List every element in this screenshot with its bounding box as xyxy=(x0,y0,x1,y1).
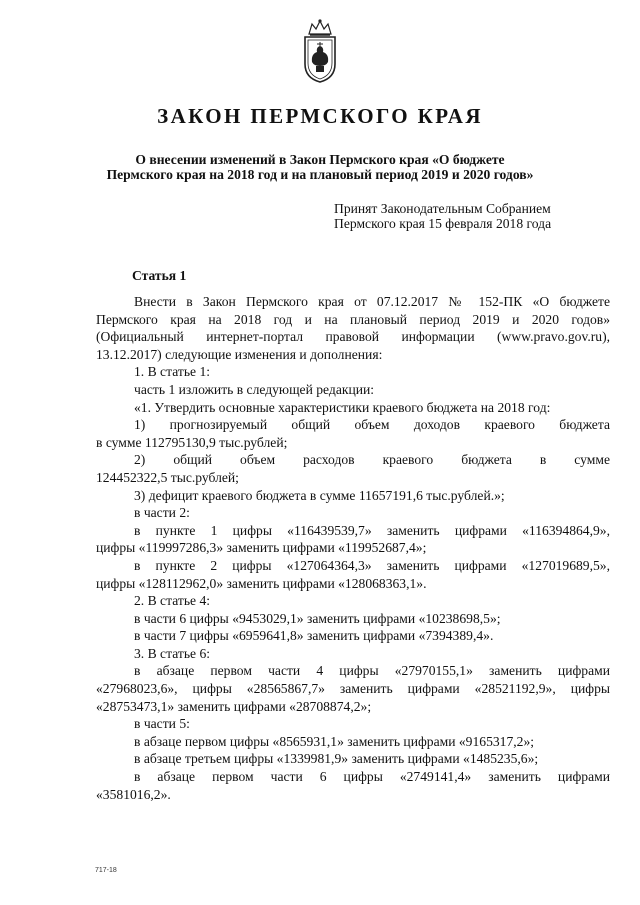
law-subtitle-line: О внесении изменений в Закон Пермского края «О бюджете xyxy=(135,152,505,167)
body-line: в абзаце первом части 6 цифры «2749141,4» заменить цифрами xyxy=(134,769,610,785)
body-line: цифры «128112962,0» заменить цифрами «128068363,1». xyxy=(96,575,427,591)
body-line: цифры «119997286,3» заменить цифрами «119952687,4»; xyxy=(96,540,427,556)
body-line: 3) дефицит краевого бюджета в сумме 11657191,6 тыс.рублей.»; xyxy=(134,487,505,503)
body-line: «27968023,6», цифры «28565867,7» заменить цифрами «28521192,9», цифры xyxy=(96,681,610,697)
body-line: 1) прогнозируемый общий объем доходов краевого бюджета xyxy=(134,417,610,433)
body-line: Внести в Закон Пермского края от 07.12.2017 № 152-ПК «О бюджете xyxy=(134,294,610,309)
article-body xyxy=(96,293,610,803)
body-line: «28753473,1» заменить цифрами «28708874,2»; xyxy=(96,698,372,714)
body-line: 1. В статье 1: xyxy=(134,364,211,380)
body-line: в абзаце третьем цифры «1339981,9» заменить цифрами «1485235,6»; xyxy=(134,751,539,767)
body-line: Пермского края на 2018 год и на плановый период 2019 и 2020 годов» xyxy=(96,311,610,327)
document-code: 717-18 xyxy=(95,867,117,874)
body-line: в пункте 1 цифры «116439539,7» заменить цифрами «116394864,9», xyxy=(134,522,610,538)
body-line: 124452322,5 тыс.рублей; xyxy=(96,469,239,485)
body-line: в абзаце первом части 4 цифры «27970155,1» заменить цифрами xyxy=(134,663,610,679)
body-line: в пункте 2 цифры «127064364,3» заменить цифрами «127019689,5», xyxy=(134,557,610,573)
body-line: 2. В статье 4: xyxy=(134,593,211,609)
body-line: (Официальный интернет-портал правовой информации (www.pravo.gov.ru), xyxy=(96,329,610,345)
coat-of-arms-emblem xyxy=(299,18,341,84)
law-subtitle-line: Пермского края на 2018 год и на плановый период 2019 и 2020 годов» xyxy=(106,167,534,182)
body-line: 3. В статье 6: xyxy=(134,645,211,661)
adoption-note-line: Принят Законодательным Собранием xyxy=(334,201,551,216)
body-line: часть 1 изложить в следующей редакции: xyxy=(134,381,375,397)
body-line: 2) общий объем расходов краевого бюджета в сумме xyxy=(134,452,610,468)
law-subtitle xyxy=(40,152,600,182)
body-line: в сумме 112795130,9 тыс.рублей; xyxy=(96,434,288,450)
body-line: «3581016,2». xyxy=(96,786,171,802)
body-line: в части 6 цифры «9453029,1» заменить цифрами «10238698,5»; xyxy=(134,610,501,626)
body-line: «1. Утвердить основные характеристики краевого бюджета на 2018 год: xyxy=(134,399,551,415)
adoption-note-line: Пермского края 15 февраля 2018 года xyxy=(334,216,552,231)
body-line: в части 5: xyxy=(134,716,190,732)
body-line: в части 2: xyxy=(134,505,190,521)
law-title: ЗАКОН ПЕРМСКОГО КРАЯ xyxy=(157,104,483,128)
body-line: 13.12.2017) следующие изменения и дополнения: xyxy=(96,346,383,362)
article-heading: Статья 1 xyxy=(132,268,187,283)
body-line: в абзаце первом цифры «8565931,1» заменить цифрами «9165317,2»; xyxy=(134,733,535,749)
body-line: в части 7 цифры «6959641,8» заменить цифрами «7394389,4». xyxy=(134,628,494,644)
adoption-note xyxy=(334,201,614,231)
